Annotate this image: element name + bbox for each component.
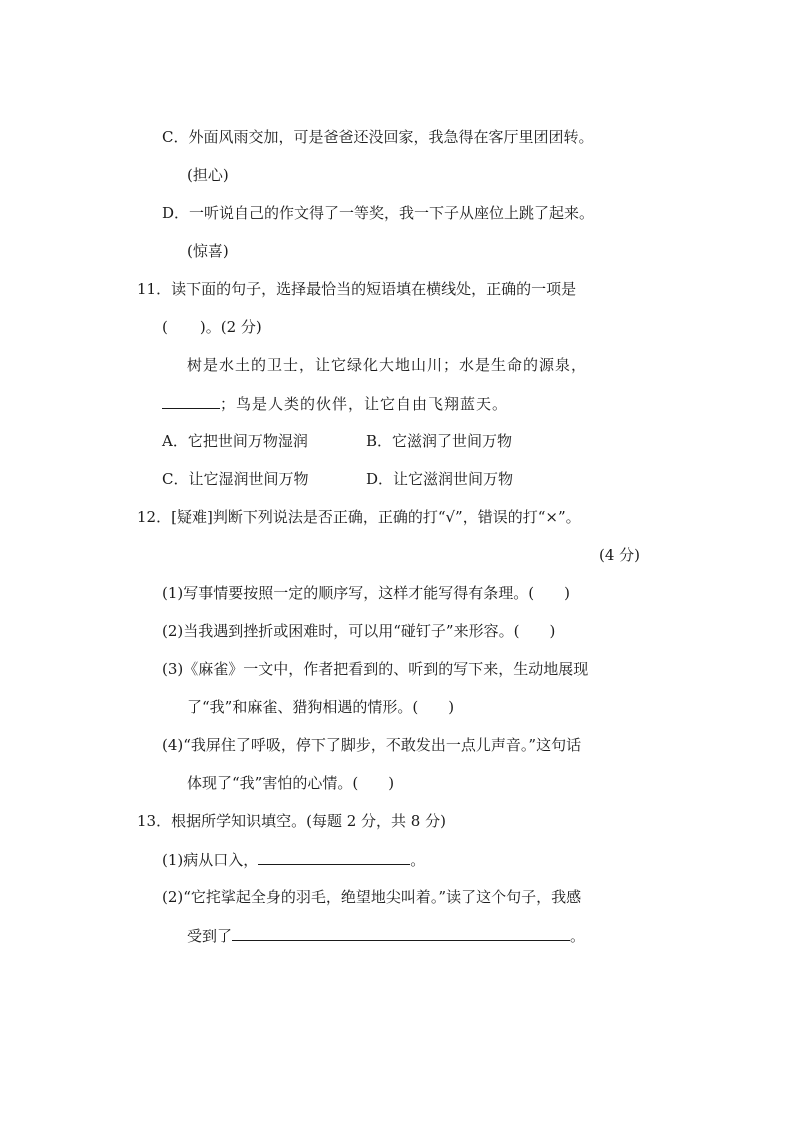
- q10-option-d-answer: (惊喜): [187, 242, 229, 260]
- q11-answer-paren: ( )。(2 分): [162, 318, 262, 336]
- q12-item-2: (2)当我遇到挫折或困难时，可以用“碰钉子”来形容。( ): [162, 622, 556, 640]
- q13-item-2-line2: 受到了 。: [187, 927, 586, 945]
- q11-option-c: C．让它湿润世间万物: [162, 470, 309, 488]
- q11-sentence-line1: 树是水土的卫士，让它绿化大地山川；水是生命的源泉，: [187, 356, 588, 374]
- fill-blank[interactable]: [232, 925, 570, 941]
- q11-sentence-line2: ；鸟是人类的伙伴，让它自由飞翔蓝天。: [162, 393, 508, 414]
- question-number: 11．: [137, 280, 172, 298]
- option-text: 外面风雨交加，可是爸爸还没回家，我急得在客厅里团团转。: [188, 128, 594, 146]
- question-text: 判断下列说法是否正确，正确的打“√”，错误的打“×”。: [212, 508, 581, 526]
- q13-item-1: (1)病从口入， 。: [162, 851, 426, 869]
- q11-option-b: B．它滋润了世间万物: [366, 432, 513, 450]
- q12-item-4-line1: (4)“我屏住了呼吸，停下了脚步，不敢发出一点儿声音。”这句话: [162, 736, 582, 754]
- fill-blank[interactable]: [258, 849, 410, 865]
- q12-stem: [137, 507, 581, 527]
- q13-stem: [137, 811, 446, 831]
- difficulty-tag: [疑难]: [171, 508, 213, 526]
- q10-option-c: [162, 127, 594, 147]
- question-text: 根据所学知识填空。(每题 2 分，共 8 分): [171, 812, 446, 830]
- q12-item-1: (1)写事情要按照一定的顺序写，这样才能写得有条理。( ): [162, 584, 570, 602]
- question-number: 13．: [137, 812, 172, 830]
- q11-option-d: D．让它滋润世间万物: [366, 470, 514, 488]
- q12-score: (4 分): [598, 546, 640, 564]
- q12-item-3-line1: (3)《麻雀》一文中，作者把看到的、听到的写下来，生动地展现: [162, 660, 589, 678]
- q11-stem: [137, 279, 576, 299]
- q12-item-4-line2: 体现了“我”害怕的心情。( ): [187, 774, 395, 792]
- fill-blank[interactable]: [162, 393, 220, 409]
- question-text: 读下面的句子，选择最恰当的短语填在横线处，正确的一项是: [171, 280, 577, 298]
- option-label: D．: [162, 204, 190, 222]
- q12-item-3-line2: 了“我”和麻雀、猎狗相遇的情形。( ): [187, 698, 455, 716]
- question-number: 12．: [137, 508, 172, 526]
- q11-option-a: A．它把世间万物湿润: [162, 432, 308, 450]
- option-text: 一听说自己的作文得了一等奖，我一下子从座位上跳了起来。: [189, 204, 595, 222]
- option-label: C．: [162, 128, 189, 146]
- q13-item-2-line1: (2)“它挓挲起全身的羽毛，绝望地尖叫着。”读了这个句子，我感: [162, 888, 582, 906]
- q10-option-c-answer: (担心): [187, 166, 229, 184]
- q10-option-d: [162, 203, 594, 223]
